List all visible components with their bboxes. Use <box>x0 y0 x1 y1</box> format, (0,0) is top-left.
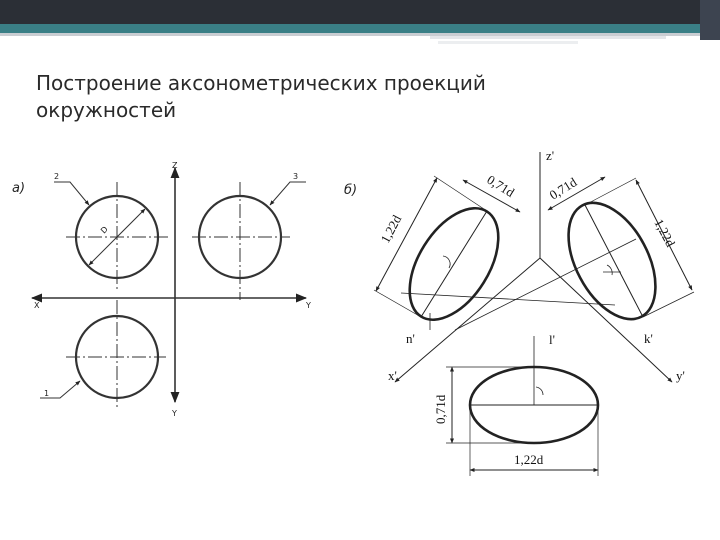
dim-bottom-major: 1,22d <box>514 452 544 467</box>
ellipse-bottom <box>433 332 598 476</box>
figure-a-label: а) <box>12 181 26 196</box>
circle-1-label: 1 <box>44 389 50 398</box>
axis-z-label: Z <box>172 161 178 170</box>
axis-z-prime-label: z' <box>546 148 555 163</box>
figure-b <box>344 148 694 476</box>
axis-y-prime <box>540 258 672 382</box>
point-k-label: k' <box>644 331 653 346</box>
circle-1 <box>40 300 166 408</box>
point-n-label: n' <box>406 331 415 346</box>
axis-x-prime-label: x' <box>388 368 397 383</box>
dim-bottom-minor: 0,71d <box>433 394 448 424</box>
axis-y-prime-label: y' <box>676 368 685 383</box>
axis-x-prime <box>395 258 540 382</box>
dim-left-major: 1,22d <box>377 212 405 246</box>
dim-right-minor: 0,71d <box>546 174 580 203</box>
title-line-1: Построение аксонометрических проекций <box>36 71 486 95</box>
figure-a <box>12 161 311 418</box>
axis-y-right-label: Y <box>306 301 311 310</box>
circle-3 <box>192 172 306 300</box>
circle-2 <box>54 172 168 292</box>
title-line-2: окружностей <box>36 98 177 122</box>
axis-y-bottom-label: Y <box>172 409 177 418</box>
point-l-label: l' <box>549 332 555 347</box>
ellipse-right <box>455 171 694 346</box>
figure-b-label: б) <box>344 183 358 198</box>
circle-2-label: 2 <box>54 172 60 181</box>
dim-left-minor: 0,71d <box>484 171 518 201</box>
circle-3-label: 3 <box>293 172 299 181</box>
ellipse-left <box>374 172 615 335</box>
axis-x-label: X <box>34 301 40 310</box>
diameter-label: D <box>99 224 110 236</box>
dim-right-major: 1,22d <box>651 216 679 250</box>
